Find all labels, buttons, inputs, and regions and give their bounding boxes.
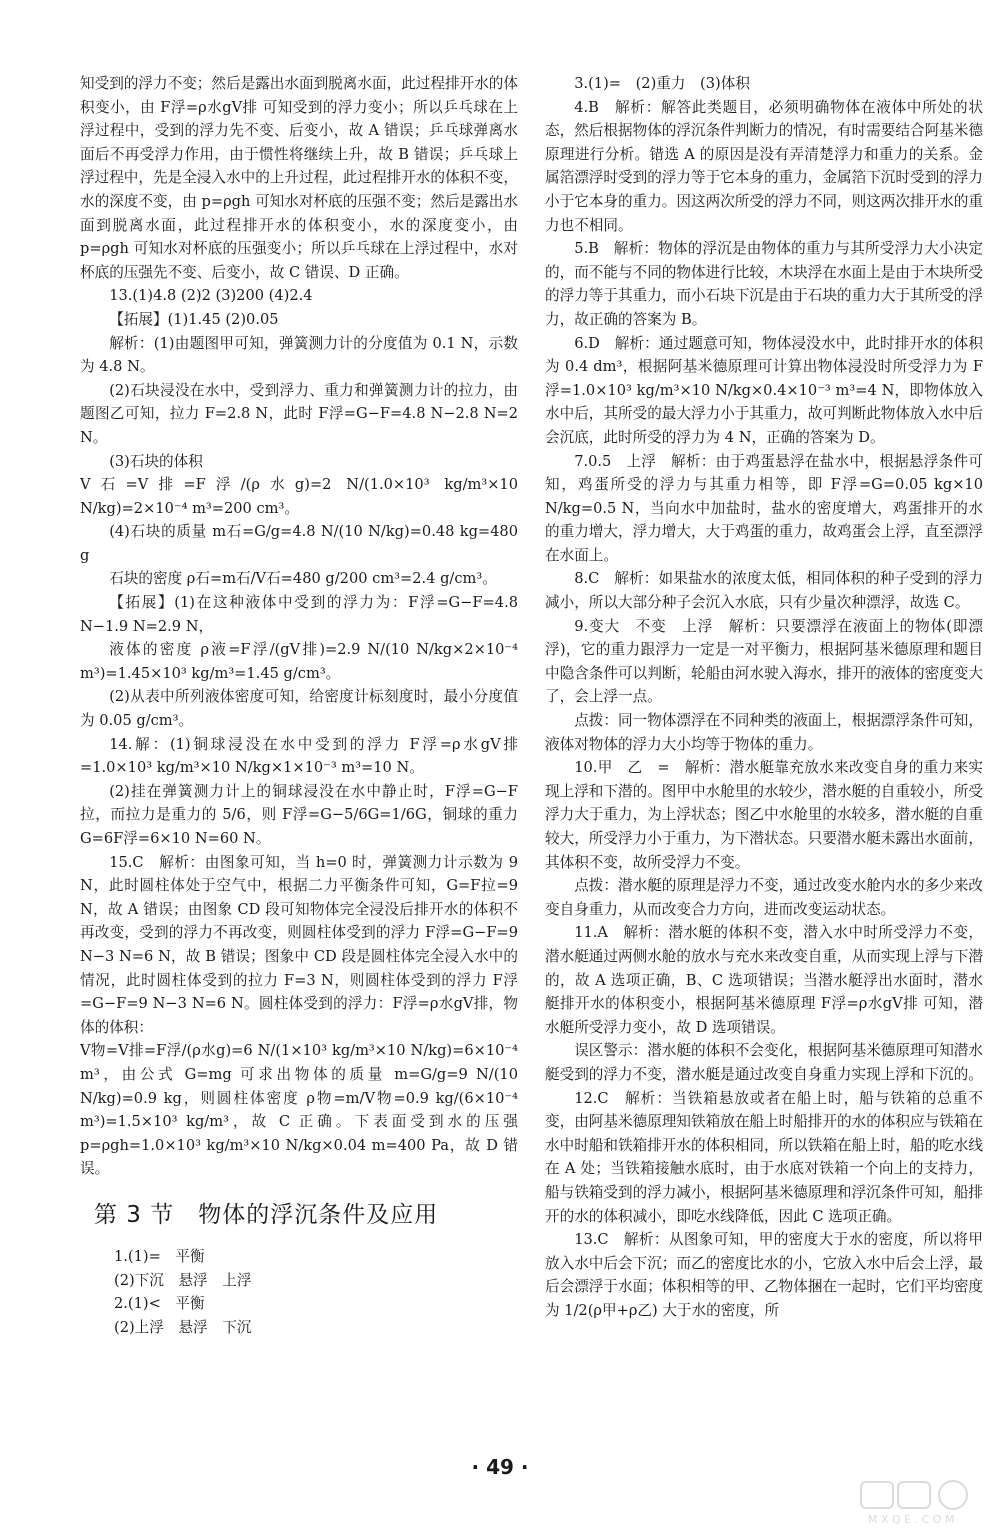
answer-line: (2)下沉 悬浮 上浮 xyxy=(114,1271,252,1289)
text-paragraph: 11.A 解析：潜水艇的体积不变，潜入水中时所受浮力不变，潜水艇通过两侧水舱的放水与充水来改变自重，从而实现上浮与下潜的，故 A 选项正确，B、C 选项错误；当潜水艇浮出水面时，潜水艇排开水的体积变小，根据阿基米德原理 F浮=ρ水gV排 可知，潜水艇所受浮力变小，故 D 选项错误。 xyxy=(545,924,983,1036)
text-paragraph: 点拨：同一物体漂浮在不同种类的液面上，根据漂浮条件可知，液体对物体的浮力大小均等于物体的重力。 xyxy=(545,712,983,753)
text-paragraph: 7.0.5 上浮 解析：由于鸡蛋悬浮在盐水中，根据悬浮条件可知，鸡蛋所受的浮力与其重力相等，即 F浮=G=0.05 kg×10 N/kg=0.5 N，当向水中加盐时，盐水的密度增大，鸡蛋排开的水的重力增大，浮力增大，大于鸡蛋的重力，故鸡蛋会上浮，直至漂浮在水面上。 xyxy=(545,452,983,564)
text-paragraph: 【拓展】(1)1.45 (2)0.05 xyxy=(109,310,279,328)
text-paragraph: 4.B 解析：解答此类题目，必须明确物体在液体中所处的状态，然后根据物体的浮沉条件判断力的情况，有时需要结合阿基米德原理进行分析。错选 A 的原因是没有弄清楚浮力和重力的关系。金属箔漂浮时受到的浮力等于它本身的重力，金属箔下沉时受到的浮力小于它本身的重力。因这两次所受的浮力不同，则这两次排开水的重力也不相同。 xyxy=(545,98,983,234)
text-paragraph: (2)挂在弹簧测力计上的铜球浸没在水中静止时，F浮=G−F拉，而拉力是重力的 5/6，则 F浮=G−5/6G=1/6G，铜球的重力 G=6F浮=6×10 N=60 N。 xyxy=(80,782,518,847)
text-paragraph: 5.B 解析：物体的浮沉是由物体的重力与其所受浮力大小决定的，而不能与不同的物体进行比较，木块浮在水面上是由于木块所受的浮力等于其重力，而小石块下沉是由于石块的重力大于其所受的浮力，故正确的答案为 B。 xyxy=(545,240,983,328)
page-number: · 49 · xyxy=(471,1455,529,1479)
text-paragraph: 3.(1)= (2)重力 (3)体积 xyxy=(574,75,750,92)
text-paragraph: 13.C 解析：从图象可知，甲的密度大于水的密度，所以将甲放入水中后会下沉；而乙的密度比水的小，它放入水中后会上浮，最后会漂浮于水面；体积相等的甲、乙物体捆在一起时，它们平均密度为 1/2(ρ甲+ρ乙) 大于水的密度，所 xyxy=(545,1231,983,1319)
right-column xyxy=(545,72,983,1322)
text-paragraph: 解析：(1)由题图甲可知，弹簧测力计的分度值为 0.1 N，示数为 4.8 N。 xyxy=(80,334,518,376)
text-paragraph: (2)从表中所列液体密度可知，给密度计标刻度时，最小分度值为 0.05 g/cm³。 xyxy=(80,688,518,730)
text-paragraph: V石=V排=F浮/(ρ水g)=2 N/(1.0×10³ kg/m³×10 N/kg)=2×10⁻⁴ m³=200 cm³。 xyxy=(80,476,518,517)
text-paragraph: 14.解：(1)铜球浸没在水中受到的浮力 F浮=ρ水gV排=1.0×10³ kg/m³×10 N/kg×1×10⁻³ m³=10 N。 xyxy=(80,735,518,777)
text-paragraph: 误区警示：潜水艇的体积不会变化，根据阿基米德原理可知潜水艇受到的浮力不变，潜水艇是通过改变自身重力实现上浮和下沉的。 xyxy=(545,1042,983,1083)
answer-line: 1.(1)= 平衡 xyxy=(114,1247,205,1265)
text-paragraph: 石块的密度 ρ石=m石/V石=480 g/200 cm³=2.4 g/cm³。 xyxy=(109,570,497,588)
text-paragraph: 液体的密度 ρ液=F浮/(gV排)=2.9 N/(10 N/kg×2×10⁻⁴ m³)=1.45×10³ kg/m³=1.45 g/cm³。 xyxy=(80,641,518,682)
left-column xyxy=(80,72,518,1339)
text-paragraph: (2)石块浸没在水中，受到浮力、重力和弹簧测力计的拉力，由题图乙可知，拉力 F=2.8 N，此时 F浮=G−F=4.8 N−2.8 N=2 N。 xyxy=(80,381,518,446)
text-paragraph: 【拓展】(1)在这种液体中受到的浮力为：F浮=G−F=4.8 N−1.9 N=2.9 N， xyxy=(80,594,518,635)
svg-text:M X Q E . C O M: M X Q E . C O M xyxy=(868,1513,955,1526)
section-title: 第 3 节 物体的浮沉条件及应用 xyxy=(94,1201,439,1228)
text-paragraph: 点拨：潜水艇的原理是浮力不变，通过改变水舱内水的多少来改变自身重力，从而改变合力方向，进而改变运动状态。 xyxy=(545,877,983,918)
text-paragraph: V物=V排=F浮/(ρ水g)=6 N/(1×10³ kg/m³×10 N/kg)=6×10⁻⁴ m³，由公式 G=mg 可求出物体的质量 m=G/g=9 N/(10 N/kg)=0.9 kg，则圆柱体密度 ρ物=m/V物=0.9 kg/(6×10⁻⁴ m³)=1.5×10³ kg/m³，故 C 正确。下表面受到水的压强 p=ρgh=1.0×10³ kg/m³×10 N/kg×0.04 m=400 Pa，故 D 错误。 xyxy=(80,1042,518,1178)
text-paragraph: 知受到的浮力不变；然后是露出水面到脱离水面，此过程排开水的体积变小，由 F浮=ρ水gV排 可知受到的浮力变小；所以乒乓球在上浮过程中，受到的浮力先不变、后变小，故 A 错误；乒乓球弹离水面后不再受浮力作用，由于惯性将继续上升，故 B 错误；乒乓球上浮过程中，先是全浸入水中的上升过程，此过程排开水的体积不变，水的深度不变，由 p=ρgh 可知水对杯底的压强不变；然后是露出水面到脱离水面，此过程排开水的体积变小，水的深度变小，由 p=ρgh 可知水对杯底的压强变小；所以乒乓球在上浮过程中，水对杯底的压强先不变、后变小，故 C 错误、D 正确。 xyxy=(80,75,518,281)
text-paragraph: 13.(1)4.8 (2)2 (3)200 (4)2.4 xyxy=(109,287,313,305)
text-paragraph: 9.变大 不变 上浮 解析：只要漂浮在液面上的物体(即漂浮)，它的重力跟浮力一定是一对平衡力，根据阿基米德原理和题目中隐含条件可以判断，轮船由河水驶入海水，排开的液体的密度变大了，会上浮一点。 xyxy=(545,617,983,706)
text-paragraph: 6.D 解析：通过题意可知，物体浸没水中，此时排开水的体积为 0.4 dm³，根据阿基米德原理可计算出物体浸没时所受浮力为 F浮=1.0×10³ kg/m³×10 N/kg×0.4×10⁻³ m³=4 N，即物体放入水中后，其所受的最大浮力小于其重力，故可判断此物体放入水中后会沉底，此时所受的浮力为 4 N，正确的答案为 D。 xyxy=(545,334,983,446)
text-paragraph: 12.C 解析：当铁箱悬放或者在船上时，船与铁箱的总重不变，由阿基米德原理知铁箱放在船上时船排开的水的体积应与铁箱在水中时船和铁箱排开水的体积相同，所以铁箱在船上时，船的吃水线在 A 处；当铁箱接触水底时，由于水底对铁箱一个向上的支持力，船与铁箱受到的浮力减小，根据阿基米德原理和浮沉条件可知，船排开的水的体积减小，即吃水线降低，因此 C 选项正确。 xyxy=(545,1089,983,1225)
watermark-logo xyxy=(858,1478,988,1528)
text-paragraph: 8.C 解析：如果盐水的浓度太低，相同体积的种子受到的浮力减小，所以大部分种子会沉入水底，只有少量次种漂浮，故选 C。 xyxy=(545,570,983,612)
text-paragraph: (4)石块的质量 m石=G/g=4.8 N/(10 N/kg)=0.48 kg=480 g xyxy=(80,523,518,564)
text-paragraph: 10.甲 乙 = 解析：潜水艇靠充放水来改变自身的重力来实现上浮和下潜的。图甲中水舱里的水较少，潜水艇的自重较小，所受浮力大于重力，为上浮状态；图乙中水舱里的水较多，潜水艇的自重较大，所受浮力小于重力，为下潜状态。只要潜水艇未露出水面前，其体积不变，故所受浮力不变。 xyxy=(545,759,983,871)
text-paragraph: (3)石块的体积 xyxy=(109,452,203,470)
answer-line: 2.(1)< 平衡 xyxy=(114,1295,205,1313)
answer-line: (2)上浮 悬浮 下沉 xyxy=(114,1318,252,1336)
text-paragraph: 15.C 解析：由图象可知，当 h=0 时，弹簧测力计示数为 9 N，此时圆柱体处于空气中，根据二力平衡条件可知，G=F拉=9 N，故 A 错误；由图象 CD 段可知物体完全浸没后排开水的体积不再改变，受到的浮力不再改变，则圆柱体受到的浮力 F浮=G−F=9 N−3 N=6 N，故 B 错误；图象中 CD 段是圆柱体完全浸入水中的情况，此时圆柱体受到的拉力 F=3 N，则圆柱体受到的浮力 F浮=G−F=9 N−3 N=6 N。圆柱体受到的浮力：F浮=ρ水gV排，物体的体积： xyxy=(80,853,518,1036)
